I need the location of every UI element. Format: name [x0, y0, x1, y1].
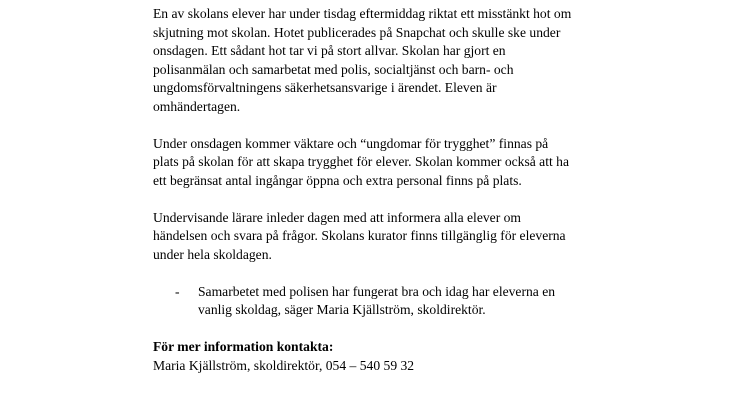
- text-line: under hela skoldagen.: [153, 246, 272, 262]
- text-line: plats på skolan för att skapa trygghet för elever. Skolan kommer också att ha: [153, 154, 569, 169]
- contact-line: Maria Kjällström, skoldirektör, 054 – 540 59 32: [153, 357, 415, 373]
- text-line: omhändertagen.: [153, 98, 241, 114]
- quote-dash: -: [175, 283, 180, 299]
- text-line: ungdomsförvaltningens säkerhetsansvarige i ärendet. Eleven är: [153, 80, 497, 95]
- text-line: skjutning mot skolan. Hotet publicerades på Snapchat och skulle ske under: [153, 24, 561, 40]
- contact-heading: För mer information kontakta:: [153, 339, 334, 354]
- press-release-body: [153, 5, 633, 375]
- contact-section: [153, 338, 633, 375]
- text-line: onsdagen. Ett sådant hot tar vi på stort allvar. Skolan har gjort en: [153, 43, 506, 58]
- text-line: polisanmälan och samarbetat med polis, socialtjänst och barn- och: [153, 61, 514, 77]
- text-line: ett begränsat antal ingångar öppna och extra personal finns på plats.: [153, 172, 522, 188]
- text-line: händelsen och svara på frågor. Skolans kurator finns tillgänglig för eleverna: [153, 228, 566, 243]
- text-line: Samarbetet med polisen har fungerat bra och idag har eleverna en: [198, 283, 556, 299]
- text-line: Under onsdagen kommer väktare och “ungdomar för trygghet” finnas på: [153, 135, 549, 151]
- paragraph-security-measures: [153, 135, 633, 191]
- text-line: vanlig skoldag, säger Maria Kjällström, skoldirektör.: [198, 302, 486, 317]
- director-quote: [153, 283, 633, 320]
- text-line: En av skolans elever har under tisdag eftermiddag riktat ett misstänkt hot om: [153, 6, 572, 21]
- text-line: Undervisande lärare inleder dagen med att informera alla elever om: [153, 209, 521, 225]
- paragraph-threat-info: [153, 5, 633, 116]
- paragraph-teacher-info: [153, 209, 633, 265]
